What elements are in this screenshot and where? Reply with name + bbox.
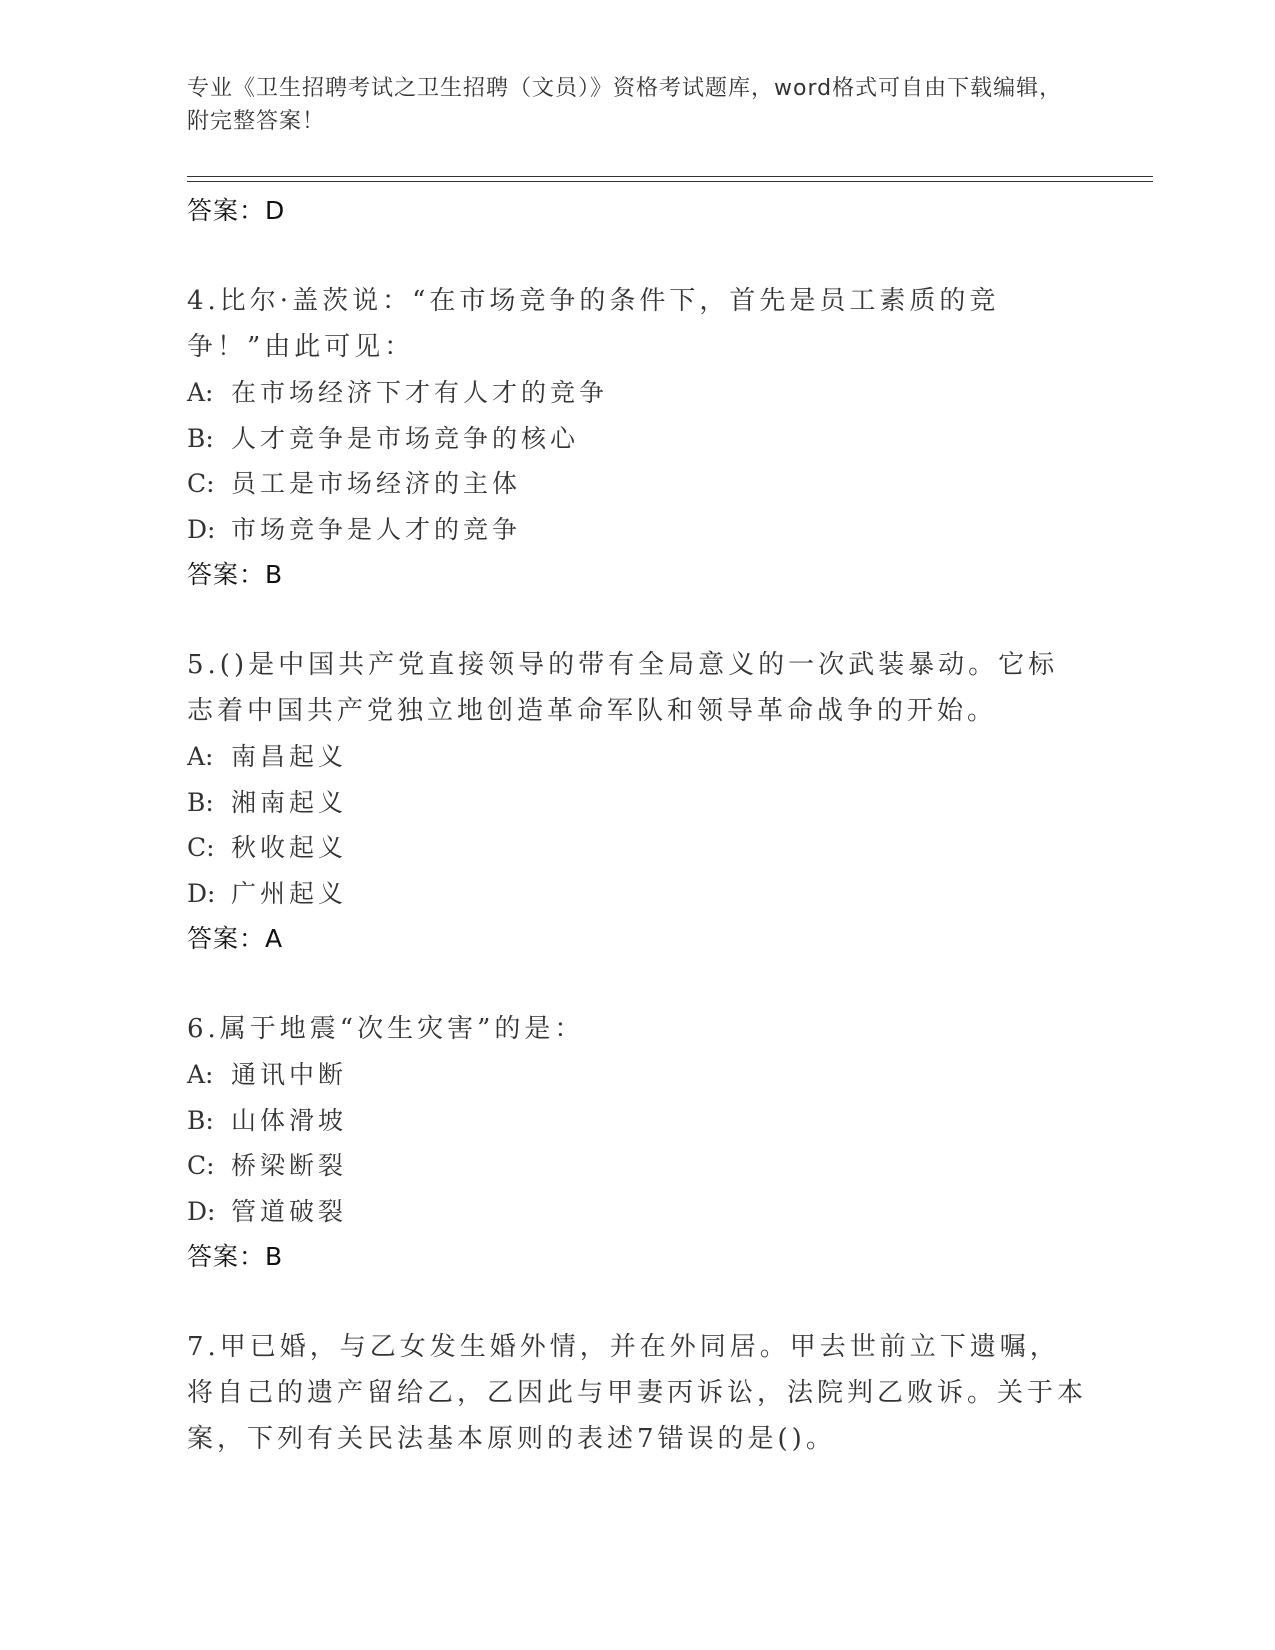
option-b — [187, 1098, 1087, 1144]
option-text: 人才竞争是市场竞争的核心 — [231, 423, 580, 453]
option-text: 湘南起义 — [231, 787, 348, 817]
header-divider — [187, 176, 1153, 182]
option-text: 通讯中断 — [231, 1060, 348, 1089]
option-text: 秋收起义 — [231, 833, 348, 862]
question-text: 4.比尔·盖茨说：“在市场竞争的条件下，首先是员工素质的竞争！”由此可见： — [187, 286, 1000, 362]
option-letter: A: — [187, 1060, 214, 1089]
option-letter: C: — [187, 469, 215, 498]
option-letter: B: — [187, 423, 214, 453]
option-text: 员工是市场经济的主体 — [231, 469, 522, 498]
option-c — [187, 1143, 1087, 1189]
answer-line: 答案：D — [187, 196, 286, 225]
option-text: 市场竞争是人才的竞争 — [231, 514, 522, 544]
question-block — [187, 1006, 1087, 1280]
option-b — [187, 780, 1087, 826]
option-c — [187, 825, 1087, 871]
option-d — [187, 1189, 1087, 1235]
option-letter: D: — [187, 878, 216, 908]
answer-line: 答案：B — [187, 560, 284, 589]
document-header: 专业《卫生招聘考试之卫生招聘（文员）》资格考试题库，word格式可自由下载编辑，附完整答案！ — [187, 76, 1063, 134]
option-text: 管道破裂 — [231, 1196, 348, 1226]
option-a — [187, 734, 1087, 780]
option-letter: C: — [187, 1151, 215, 1180]
option-text: 桥梁断裂 — [231, 1151, 348, 1180]
option-text: 广州起义 — [231, 878, 348, 908]
option-c — [187, 461, 1087, 507]
option-a — [187, 1052, 1087, 1098]
option-letter: B: — [187, 1105, 214, 1135]
answer-line: 答案：B — [187, 1242, 284, 1271]
option-letter: B: — [187, 787, 214, 817]
question-text: 5.()是中国共产党直接领导的带有全局意义的一次武装暴动。它标志着中国共产党独立地创造革命军队和领导革命战争的开始。 — [187, 650, 1059, 726]
question-text: 7.甲已婚，与乙女发生婚外情，并在外同居。甲去世前立下遗嘱，将自己的遗产留给乙，乙因此与甲妻丙诉讼，法院判乙败诉。关于本案，下列有关民法基本原则的表述7错误的是()。 — [187, 1332, 1088, 1454]
question-text: 6.属于地震“次生灾害”的是： — [187, 1014, 585, 1044]
answer-line: 答案：A — [187, 924, 284, 953]
option-letter: D: — [187, 1196, 216, 1226]
option-b — [187, 416, 1087, 462]
option-letter: A: — [187, 378, 214, 407]
option-text: 在市场经济下才有人才的竞争 — [231, 378, 609, 407]
question-block — [187, 278, 1087, 598]
document-body — [187, 188, 1087, 1462]
option-a — [187, 370, 1087, 416]
option-d — [187, 871, 1087, 917]
option-text: 山体滑坡 — [231, 1105, 348, 1135]
question-block — [187, 642, 1087, 962]
option-d — [187, 507, 1087, 553]
option-letter: C: — [187, 833, 215, 862]
option-letter: A: — [187, 742, 214, 771]
option-text: 南昌起义 — [231, 742, 348, 771]
option-letter: D: — [187, 514, 216, 544]
question-block — [187, 1324, 1087, 1462]
